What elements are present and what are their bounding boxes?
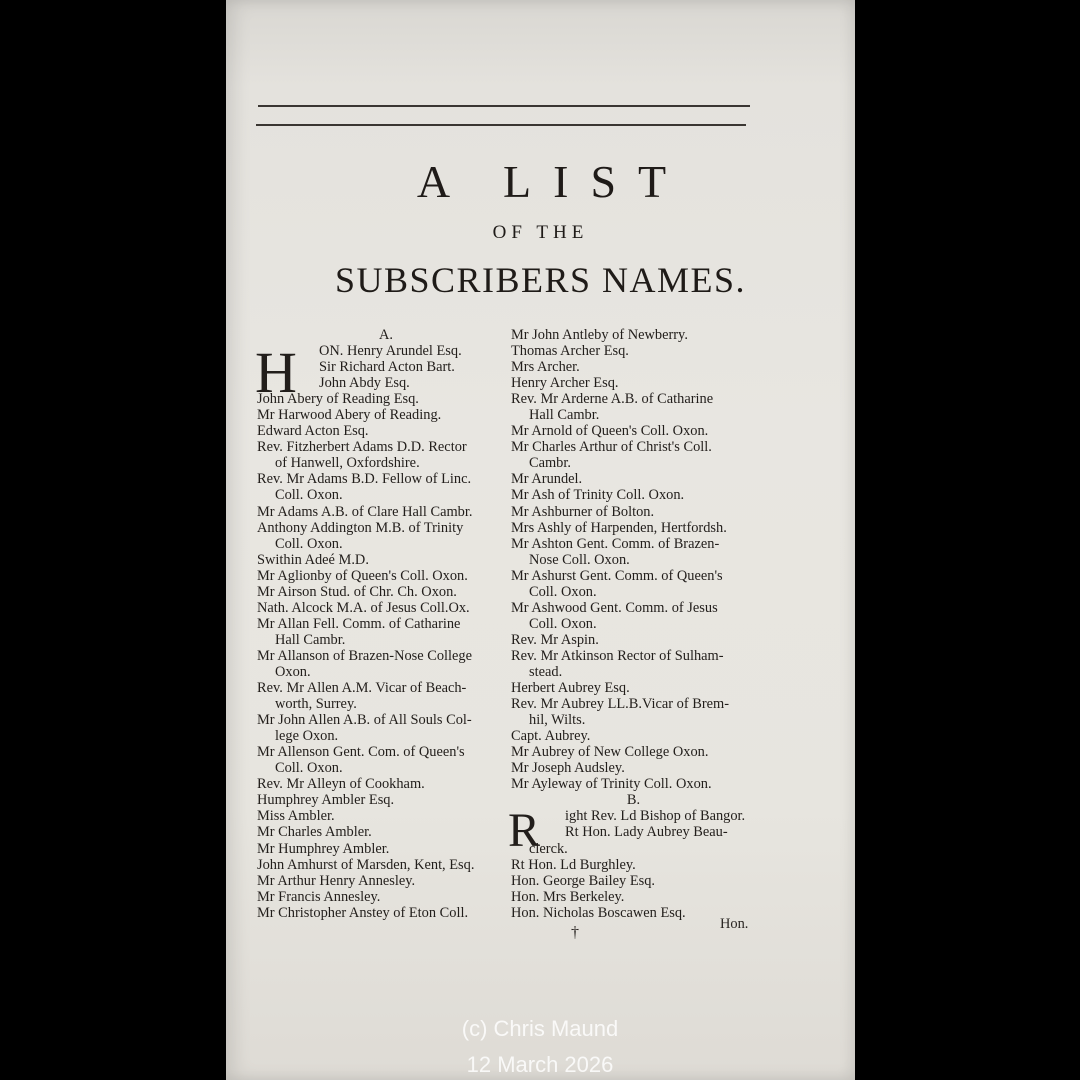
subscriber-line: Mr Ashton Gent. Comm. of Brazen- xyxy=(511,535,720,552)
subscriber-line: stead. xyxy=(529,663,563,680)
subscriber-line: Mr Adams A.B. of Clare Hall Cambr. xyxy=(257,503,473,520)
subscriber-line: Swithin Adeé M.D. xyxy=(257,551,369,568)
subscriber-line: Rev. Mr Adams B.D. Fellow of Linc. xyxy=(257,471,472,488)
subscriber-line: Thomas Archer Esq. xyxy=(511,343,629,360)
subscriber-line: Rt Hon. Lady Aubrey Beau- xyxy=(565,824,728,841)
drop-cap-h: H xyxy=(255,340,297,405)
subscriber-line: Mr John Allen A.B. of All Souls Col- xyxy=(257,712,472,729)
subscriber-line: Mr Ashwood Gent. Comm. of Jesus xyxy=(511,599,718,616)
subscriber-list-right xyxy=(511,327,756,921)
subscriber-line: Coll. Oxon. xyxy=(275,760,343,777)
subscriber-line: Humphrey Ambler Esq. xyxy=(257,792,395,809)
signature-mark: † xyxy=(571,924,579,941)
subscriber-line: Hon. George Bailey Esq. xyxy=(511,872,656,889)
subscriber-line: Coll. Oxon. xyxy=(529,615,597,632)
subscriber-line: Miss Ambler. xyxy=(257,808,335,825)
subscriber-line: Herbert Aubrey Esq. xyxy=(511,680,630,697)
subscriber-line: Hon. Nicholas Boscawen Esq. xyxy=(511,904,686,921)
subscriber-line: Mrs Ashly of Harpenden, Hertfordsh. xyxy=(511,519,727,536)
subscriber-line: Mr Airson Stud. of Chr. Ch. Oxon. xyxy=(257,583,457,600)
subscriber-line: Mr Aglionby of Queen's Coll. Oxon. xyxy=(257,567,468,584)
subscriber-line: Hall Cambr. xyxy=(275,631,346,648)
subscriber-line: worth, Surrey. xyxy=(275,696,357,713)
subscriber-line: Hall Cambr. xyxy=(529,407,600,424)
subscriber-line: Coll. Oxon. xyxy=(529,583,597,600)
title-of-the: OF THE xyxy=(492,222,589,243)
subscriber-line: Coll. Oxon. xyxy=(275,487,343,504)
subscriber-line: Mr Allenson Gent. Com. of Queen's xyxy=(257,744,465,761)
top-rule xyxy=(258,105,750,107)
subscriber-line: clerck. xyxy=(529,840,568,857)
subscriber-line: Rev. Mr Alleyn of Cookham. xyxy=(257,776,425,793)
title-subscribers-names: SUBSCRIBERS NAMES. xyxy=(334,260,747,300)
drop-cap-r: R xyxy=(508,804,541,857)
subscriber-line: Mr Christopher Anstey of Eton Coll. xyxy=(257,904,469,921)
subscriber-line: Mr Ashurst Gent. Comm. of Queen's xyxy=(511,567,723,584)
subscriber-line: hil, Wilts. xyxy=(529,712,586,729)
subscriber-line: Anthony Addington M.B. of Trinity xyxy=(257,519,464,536)
subscriber-line: Mrs Archer. xyxy=(511,359,580,376)
subscriber-line: Rt Hon. Ld Burghley. xyxy=(511,856,636,873)
subscriber-column-left xyxy=(257,327,505,921)
watermark-copyright: (c) Chris Maund xyxy=(461,1016,619,1041)
subscriber-line: Sir Richard Acton Bart. xyxy=(319,359,455,376)
book-page xyxy=(226,0,855,1080)
subscriber-line: Mr Charles Ambler. xyxy=(257,824,372,841)
subscriber-line: Rev. Mr Atkinson Rector of Sulham- xyxy=(511,647,724,664)
subscriber-line: Hon. Mrs Berkeley. xyxy=(511,888,625,905)
subscriber-line: Henry Archer Esq. xyxy=(511,375,619,392)
subscriber-line: Edward Acton Esq. xyxy=(257,423,369,440)
subscriber-line: Rev. Fitzherbert Adams D.D. Rector xyxy=(257,439,467,456)
subscriber-line: lege Oxon. xyxy=(275,728,339,745)
subscriber-line: Mr Arnold of Queen's Coll. Oxon. xyxy=(511,423,709,440)
subscriber-line: John Amhurst of Marsden, Kent, Esq. xyxy=(257,856,475,873)
subscriber-line: Rev. Mr Allen A.M. Vicar of Beach- xyxy=(257,680,467,697)
subscriber-line: ON. Henry Arundel Esq. xyxy=(319,343,462,360)
subscriber-line: Rev. Mr Aspin. xyxy=(511,631,599,648)
subscriber-column-right xyxy=(508,327,756,921)
subscriber-line: John Abery of Reading Esq. xyxy=(257,391,419,408)
subscriber-line: Mr Charles Arthur of Christ's Coll. xyxy=(511,439,712,456)
subscriber-line: Oxon. xyxy=(275,663,311,680)
subscriber-line: Mr Allan Fell. Comm. of Catharine xyxy=(257,615,461,632)
subscriber-line: Rev. Mr Aubrey LL.B.Vicar of Brem- xyxy=(511,696,730,713)
subscriber-line: of Hanwell, Oxfordshire. xyxy=(275,455,420,472)
subscriber-line: Nose Coll. Oxon. xyxy=(529,551,630,568)
subscriber-line: Mr Ayleway of Trinity Coll. Oxon. xyxy=(511,776,712,793)
subscriber-line: Mr John Antleby of Newberry. xyxy=(511,327,688,343)
top-rule-thin xyxy=(256,124,746,126)
section-heading-a: A. xyxy=(379,327,393,343)
subscriber-line: Capt. Aubrey. xyxy=(511,728,591,745)
subscriber-line: Mr Harwood Abery of Reading. xyxy=(257,407,442,424)
watermark-date: 12 March 2026 xyxy=(466,1052,614,1077)
subscriber-list-left xyxy=(255,340,505,921)
subscriber-line: Nath. Alcock M.A. of Jesus Coll.Ox. xyxy=(257,599,470,616)
subscriber-line: Coll. Oxon. xyxy=(275,535,343,552)
subscriber-line: Mr Arundel. xyxy=(511,471,583,488)
subscriber-line: Cambr. xyxy=(529,455,571,472)
subscriber-line: Rev. Mr Arderne A.B. of Catharine xyxy=(511,391,714,408)
title-a-list: A LIST xyxy=(416,156,689,207)
subscriber-line: Mr Ashburner of Bolton. xyxy=(511,503,655,520)
section-heading: B. xyxy=(626,792,641,809)
subscriber-line: John Abdy Esq. xyxy=(319,375,410,392)
subscriber-line: Mr Joseph Audsley. xyxy=(511,760,625,777)
subscriber-line: Mr Arthur Henry Annesley. xyxy=(257,872,416,889)
catchword: Hon. xyxy=(720,916,749,932)
subscriber-line: Mr Allanson of Brazen-Nose College xyxy=(257,647,473,664)
subscriber-line: Mr Humphrey Ambler. xyxy=(257,840,390,857)
subscriber-line: ight Rev. Ld Bishop of Bangor. xyxy=(565,808,746,825)
subscriber-line: Mr Ash of Trinity Coll. Oxon. xyxy=(511,487,685,504)
subscriber-line: Mr Francis Annesley. xyxy=(257,888,381,905)
subscriber-line: Mr Aubrey of New College Oxon. xyxy=(511,744,709,761)
